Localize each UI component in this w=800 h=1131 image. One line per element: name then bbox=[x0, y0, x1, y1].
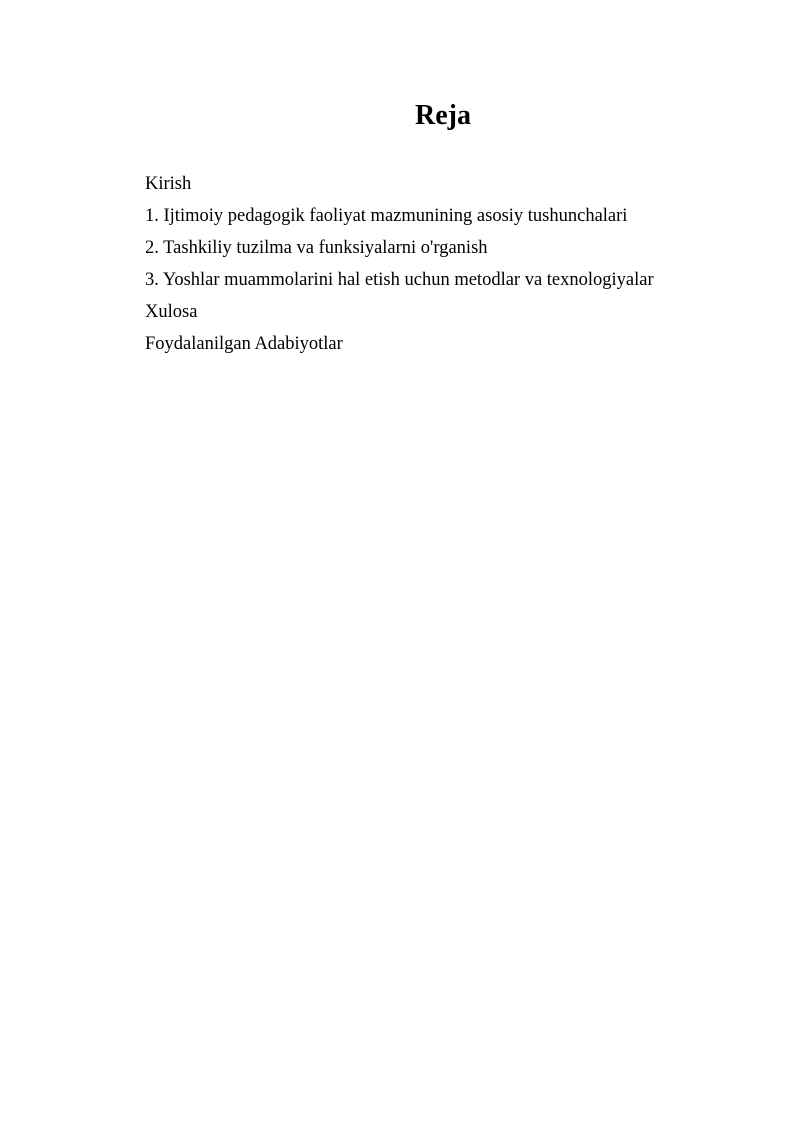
toc-item-introduction: Kirish bbox=[145, 174, 192, 194]
toc-item-section-1: 1. Ijtimoiy pedagogik faoliyat mazmunining asosiy tushunchalari bbox=[145, 206, 628, 226]
toc-item-section-3: 3. Yoshlar muammolarini hal etish uchun metodlar va texnologiyalar bbox=[145, 270, 654, 290]
toc-item-references: Foydalanilgan Adabiyotlar bbox=[145, 334, 343, 354]
toc-item-conclusion: Xulosa bbox=[145, 302, 198, 322]
page-title: Reja bbox=[415, 100, 471, 131]
table-of-contents bbox=[145, 168, 765, 360]
toc-item-section-2: 2. Tashkiliy tuzilma va funksiyalarni o'rganish bbox=[145, 238, 488, 258]
